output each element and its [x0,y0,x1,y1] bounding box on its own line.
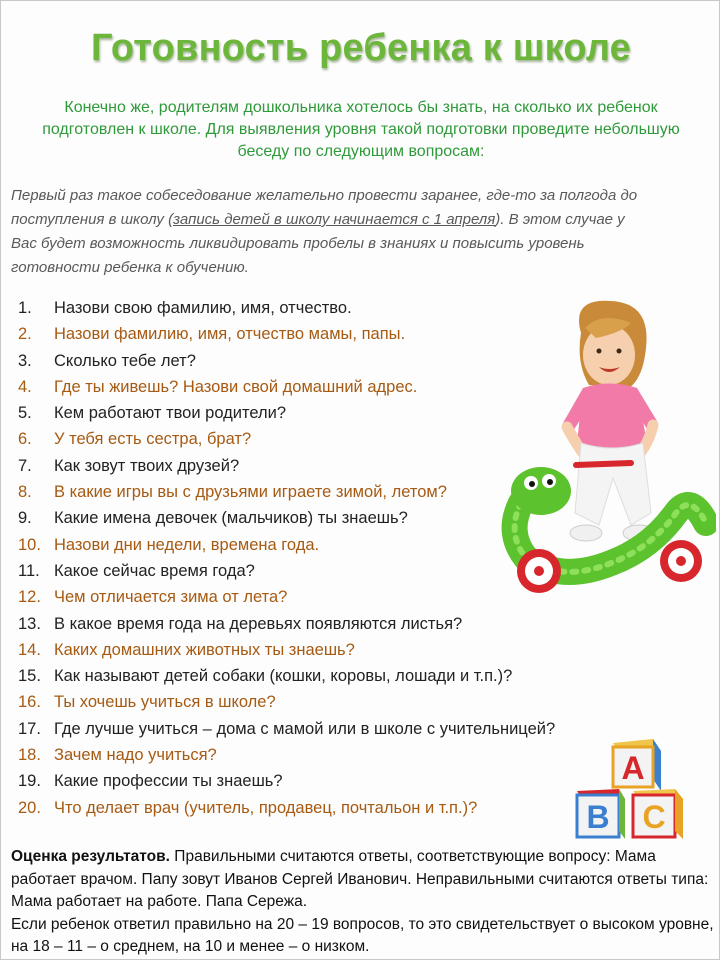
abc-blocks-illustration [571,733,691,843]
question-number: 7. [18,456,32,475]
question-text: Сколько тебе лет? [54,351,196,370]
question-number: 6. [18,430,32,449]
question-text: Назови дни недели, времена года. [54,535,320,554]
question-text: Как называют детей собаки (кошки, коровы, лошади и т.п.)? [54,667,513,686]
question-text: Кем работают твои родители? [54,404,287,423]
question-item [18,716,658,742]
note-line-4: готовности ребенка к обучению. [11,259,249,276]
question-item [18,768,658,794]
intro-paragraph: Конечно же, родителям дошкольника хотелось бы знать, на сколько их ребенок подготовлен к школе. Для выявления уровня такой подготовки проведите небольшую беседу по следующим вопросам: [42,99,680,160]
question-item [18,742,658,768]
results-paragraph [11,846,716,959]
question-number: 19. [18,772,41,791]
question-number: 11. [18,561,40,580]
question-number: 18. [18,746,41,765]
results-criteria-text: Правильными считаются ответы, соответствующие вопросу: Мама работает врачом. Папу зовут Иванов Сергей Иванович. Неправильными считаются ответы типа: Мама работает на работе. Папа Сережа. [11,848,709,910]
question-text: Назови свою фамилию, имя, отчество. [54,299,352,317]
question-number: 8. [18,483,32,502]
note-line-2-start: поступления в школу ( [11,211,174,228]
question-text: Зачем надо учиться? [54,746,217,765]
question-number: 1. [18,299,32,317]
question-number: 12. [18,588,41,607]
question-number: 20. [18,798,41,817]
question-item [18,637,658,663]
question-number: 3. [18,351,32,370]
question-text: Что делает врач (учитель, продавец, почтальон и т.п.)? [54,798,478,817]
school-enrollment-note: запись детей в школу начинается с 1 апреля [173,211,496,228]
question-item [18,689,658,715]
child-on-toy-illustration [501,293,716,608]
question-number: 2. [18,325,32,344]
note-line-2 [11,208,720,232]
block-letter-a: A [621,750,645,786]
question-text: Назови фамилию, имя, отчество мамы, папы. [54,325,406,344]
question-number: 14. [18,640,41,659]
question-text: Какие имена девочек (мальчиков) ты знаешь? [54,509,408,528]
note-line-2-end: ). В этом случае у [495,211,625,228]
question-text: В какие игры вы с друзьями играете зимой, летом? [54,483,447,502]
question-text: Как зовут твоих друзей? [54,456,240,475]
question-item [18,795,658,821]
question-number: 15. [18,667,41,686]
question-item [18,611,658,637]
question-text: Какое сейчас время года? [54,561,255,580]
note-paragraph [11,184,720,280]
question-text: Где ты живешь? Назови свой домашний адрес. [54,377,418,396]
results-label: Оценка результатов. [11,848,170,865]
question-number: 13. [18,614,41,633]
block-letter-c: C [642,799,666,835]
question-number: 9. [18,509,32,528]
question-text: Каких домашних животных ты знаешь? [54,640,355,659]
question-text: Какие профессии ты знаешь? [54,772,283,791]
question-text: У тебя есть сестра, брат? [54,430,252,449]
question-number: 5. [18,404,32,423]
question-number: 10. [18,535,41,554]
question-text: В какое время года на деревьях появляются листья? [54,614,463,633]
page-title: Готовность ребенка к школе [90,27,632,69]
question-text: Где лучше учиться – дома с мамой или в школе с учительницей? [54,719,556,738]
question-text: Чем отличается зима от лета? [54,588,288,607]
question-number: 17. [18,719,41,738]
note-line-3: Вас будет возможность ликвидировать пробелы в знаниях и повысить уровень [11,235,585,252]
question-number: 16. [18,693,41,712]
question-item [18,663,658,689]
question-number: 4. [18,377,32,396]
note-line-1: Первый раз такое собеседование желательно провести заранее, где-то за полгода до [11,187,638,204]
results-criteria [11,846,716,914]
results-scoring: Если ребенок ответил правильно на 20 – 19 вопросов, то это свидетельствует о высоком уровне, на 18 – 11 – о среднем, на 10 и менее – о низком. [11,915,714,955]
question-text: Ты хочешь учиться в школе? [54,693,276,712]
block-letter-b: B [586,799,610,835]
